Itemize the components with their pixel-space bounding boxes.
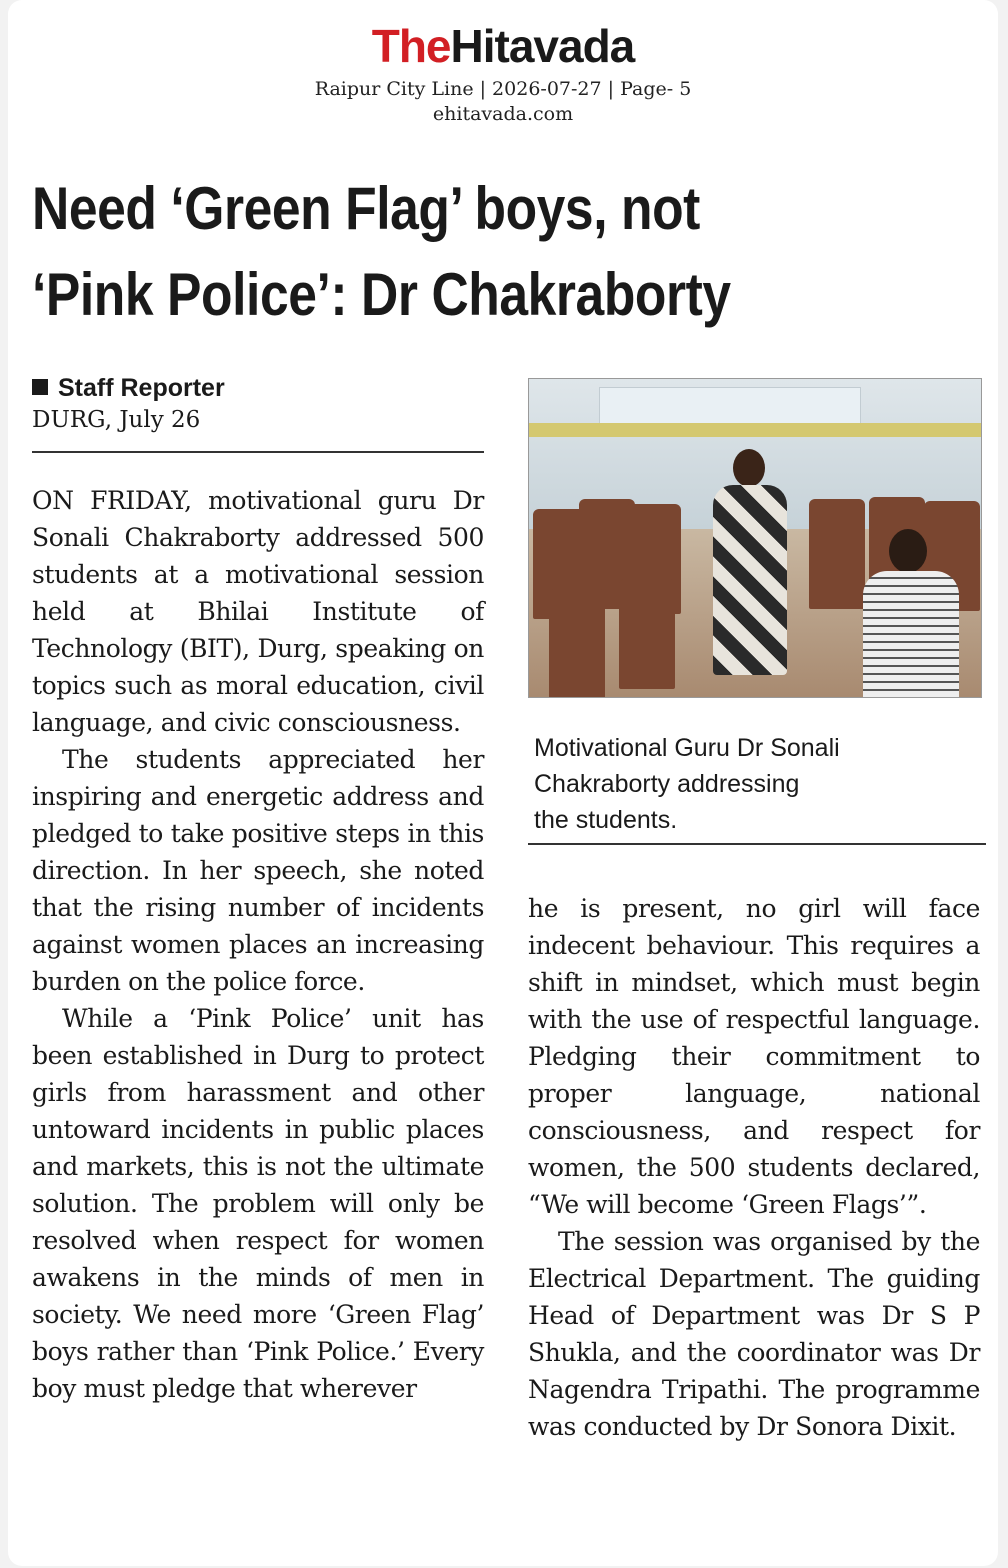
photo-caption-line-2: Chakraborty addressing <box>534 770 800 798</box>
newspaper-clipping <box>8 0 998 1566</box>
reporter <box>32 372 484 404</box>
masthead <box>8 18 998 126</box>
photo-speaker <box>699 449 799 679</box>
article-photo <box>528 378 982 698</box>
website-link[interactable]: ehitavada.com <box>432 103 574 125</box>
paragraph-2: The students appreciated her inspiring and energetic address and pledged to take positive steps in this direction. In her speech, she noted that the rising number of incidents against women places an increasing burden on the police force. <box>32 745 484 996</box>
article-column-right <box>528 890 980 1445</box>
byline <box>32 372 484 436</box>
headline-line-2: ‘Pink Police’: Dr Chakraborty <box>32 261 731 328</box>
dateline: DURG, July 26 <box>32 407 201 433</box>
paragraph-4: he is present, no girl will face indecent behaviour. This requires a shift in mindset, which must begin with the use of respectful language. Pledging their commitment to proper language, national consciousness, and respect for women, the 500 students declared, “We will become ‘Green Flags’”. <box>528 894 980 1219</box>
headline <box>32 166 849 338</box>
photo-student-head <box>889 529 927 573</box>
photo-speaker-saree <box>713 485 787 675</box>
photo-seat <box>619 579 675 689</box>
bullet-square-icon <box>32 379 48 395</box>
photo-student-shirt <box>863 571 959 697</box>
photo-speaker-head <box>733 449 765 487</box>
logo-the: The <box>371 20 451 72</box>
paragraph-5: The session was organised by the Electrical Department. The guiding Head of Department was Dr S P Shukla, and the coordinator was Dr Nagendra Tripathi. The programme was conducted by Dr Sonora Dixit. <box>528 1227 980 1441</box>
newspaper-logo <box>8 18 998 74</box>
photo-caption-line-1: Motivational Guru Dr Sonali <box>534 734 840 762</box>
caption-divider <box>528 843 986 845</box>
paragraph-3: While a ‘Pink Police’ unit has been established in Durg to protect girls from harassment and other untoward incidents in public places and markets, this is not the ultimate solution. The problem will only be resolved when respect for women awakens in the minds of men in society. We need more ‘Green Flag’ boys rather than ‘Pink Police.’ Every boy must pledge that wherever <box>32 1004 484 1403</box>
photo-caption <box>534 730 980 838</box>
reporter-name: Staff Reporter <box>58 374 225 402</box>
headline-line-1: Need ‘Green Flag’ boys, not <box>32 175 700 242</box>
byline-divider <box>32 451 484 453</box>
photo-screen <box>599 387 861 427</box>
logo-name: Hitavada <box>450 20 635 72</box>
photo-seat <box>549 589 605 698</box>
photo-student <box>849 529 959 697</box>
paragraph-1: ON FRIDAY, motivational guru Dr Sonali Chakraborty addressed 500 students at a motivational session held at Bhilai Institute of Technology (BIT), Durg, speaking on topics such as moral education, civil language, and civic consciousness. <box>32 486 484 737</box>
edition-line: Raipur City Line | 2026-07-27 | Page- 5 <box>314 78 692 100</box>
photo-wall-stripe <box>529 423 981 437</box>
article-column-left <box>32 482 484 1407</box>
photo-caption-line-3: the students. <box>534 806 678 834</box>
